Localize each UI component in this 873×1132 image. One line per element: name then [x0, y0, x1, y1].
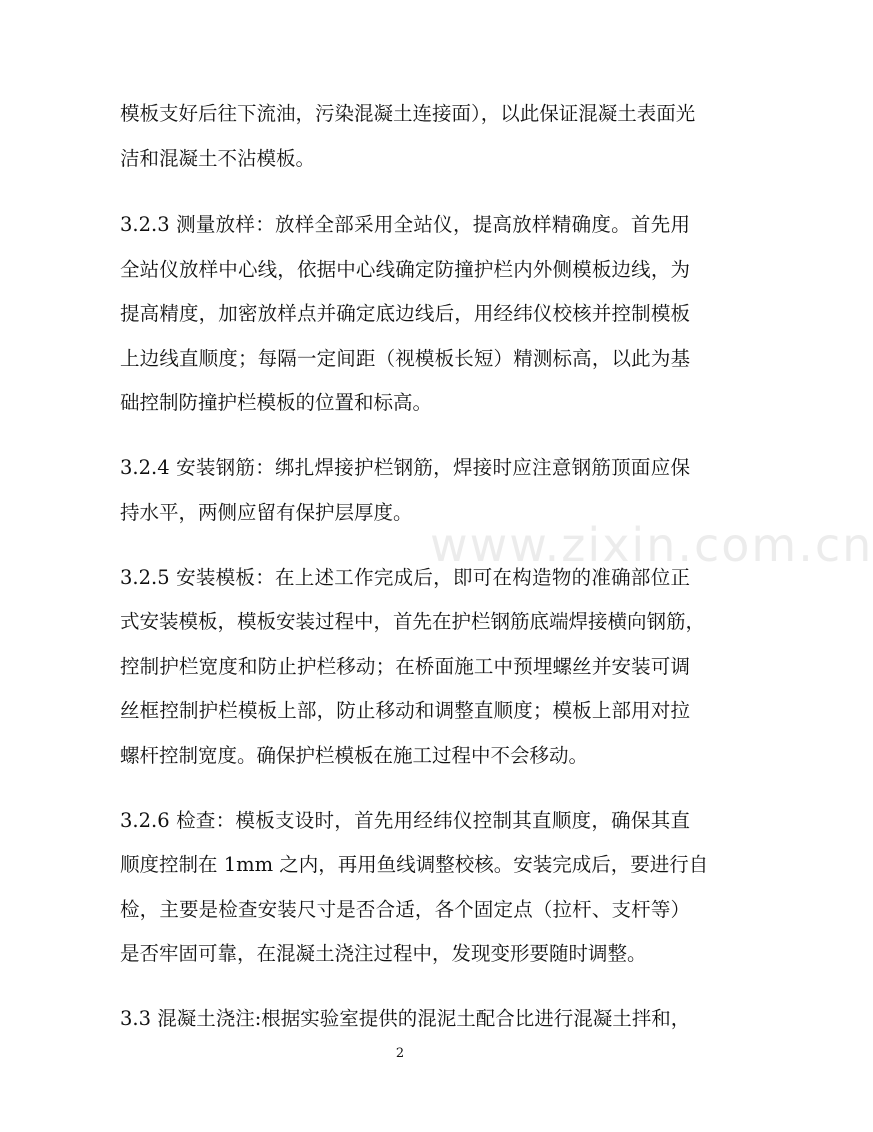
text-line: 全站仪放样中心线，依据中心线确定防撞护栏内外侧模板边线，为: [120, 258, 690, 281]
watermark: www.zixin.com.cn: [430, 518, 873, 572]
text-line: 础控制防撞护栏模板的位置和标高。: [120, 391, 433, 414]
text-line: 持水平，两侧应留有保护层厚度。: [120, 501, 413, 524]
text-line: 控制护栏宽度和防止护栏移动；在桥面施工中预埋螺丝并安装可调: [120, 655, 690, 678]
text-line: 3.2.6 检查：模板支设时，首先用经纬仪控制其直顺度，确保其直: [120, 809, 690, 832]
text-line: 3.3 混凝土浇注:根据实验室提供的混泥土配合比进行混凝土拌和，: [120, 1007, 691, 1030]
text-line: 上边线直顺度；每隔一定间距（视模板长短）精测标高，以此为基: [120, 347, 690, 370]
text-line: 是否牢固可靠，在混凝土浇注过程中，发现变形要随时调整。: [120, 942, 647, 965]
text-line: 3.2.3 测量放样：放样全部采用全站仪，提高放样精确度。首先用: [120, 213, 690, 236]
page-number: 2: [395, 1046, 405, 1061]
text-line: 螺杆控制宽度。确保护栏模板在施工过程中不会移动。: [120, 744, 589, 767]
text-line: 检，主要是检查安装尺寸是否合适，各个固定点（拉杆、支杆等）: [120, 898, 690, 921]
text-line: 提高精度，加密放样点并确定底边线后，用经纬仪校核并控制模板: [120, 302, 690, 325]
text-line: 丝框控制护栏模板上部，防止移动和调整直顺度；模板上部用对拉: [120, 699, 690, 722]
text-line: 模板支好后往下流油，污染混凝土连接面），以此保证混凝土表面光: [120, 102, 696, 125]
text-line: 顺度控制在 1mm 之内，再用鱼线调整校核。安装完成后，要进行自: [120, 853, 709, 876]
text-line: 3.2.4 安装钢筋：绑扎焊接护栏钢筋，焊接时应注意钢筋顶面应保: [120, 456, 690, 479]
text-line: 3.2.5 安装模板：在上述工作完成后，即可在构造物的准确部位正: [120, 566, 690, 589]
text-line: 式安装模板，模板安装过程中，首先在护栏钢筋底端焊接横向钢筋，: [120, 610, 706, 633]
text-line: 洁和混凝土不沾模板。: [120, 147, 316, 170]
